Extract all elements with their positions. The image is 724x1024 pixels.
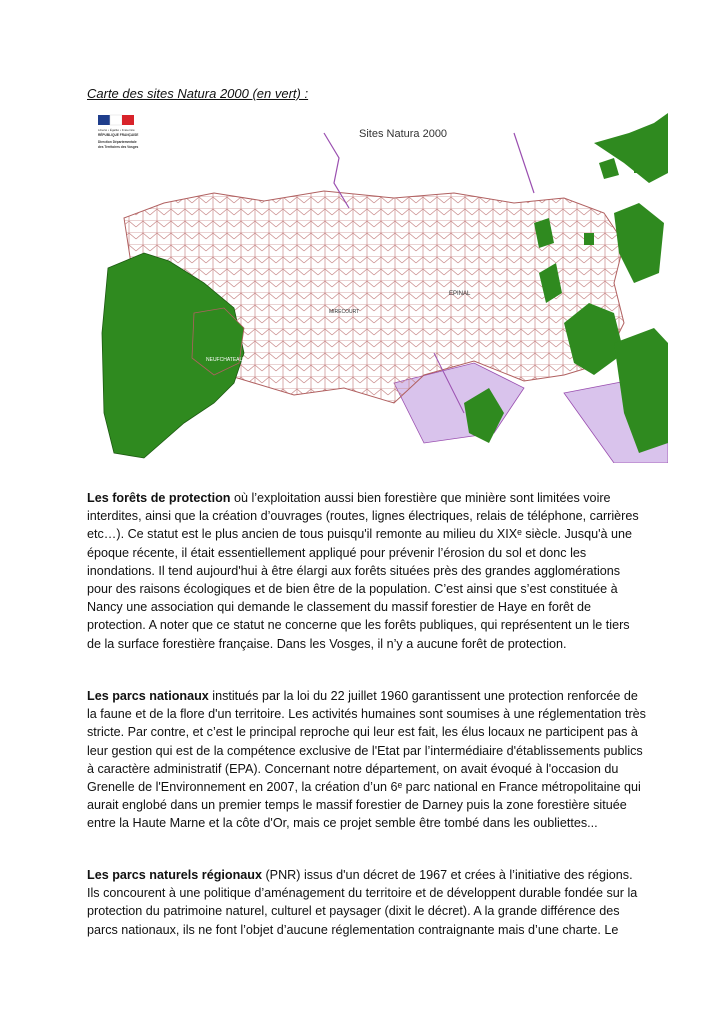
natura-area-small	[599, 158, 619, 179]
natura-area-small	[584, 233, 594, 245]
logo-territoires: des Territoires des Vosges	[98, 145, 139, 149]
town-label: EPINAL	[449, 291, 471, 297]
natura-area-small	[634, 153, 648, 173]
paragraph-parcs-regionaux	[87, 866, 647, 939]
town-label: MIRECOURT	[329, 309, 360, 315]
logo-direction: Direction Départementale	[98, 140, 137, 144]
paragraph-text: où l’exploitation aussi bien forestière que minière sont limitées voire interdites, ainsi que la création d’ouvrages (routes, lignes électriques, relais de téléphone, carrières etc…). Ce statut est le plus ancien de tous puisqu'il remonte au milieu du XIXᵉ siècle. Jusqu'à une époque récente, il était essentiellement appliqué pour prévenir l’érosion du sol et donc les inondations. Il tend aujourd'hui à être élargi aux forêts situées près des grandes agglomérations pour des raisons écologiques et de bien être de la population. C’est ainsi que s’est constituée à Nancy une association qui demande le classement du massif forestier de Haye en forêt de protection. A noter que ce statut ne concerne que les forêts publiques, qui représentent un le tiers de la surface forestière française. Dans les Vosges, il n’y a aucune forêt de protection.	[87, 491, 639, 651]
map-caption: Carte des sites Natura 2000 (en vert) :	[87, 86, 309, 101]
prefecture-logo	[94, 113, 146, 159]
paragraph-heading: Les parcs naturels régionaux	[87, 868, 262, 882]
natura-area-east	[614, 203, 664, 283]
paragraph-heading: Les forêts de protection	[87, 491, 231, 505]
natura-2000-map	[94, 113, 668, 463]
paragraph-text: institués par la loi du 22 juillet 1960 garantissent une protection renforcée de la faune et de la flore d'un territoire. Les activités humaines sont soumises à une réglementation très stricte. Par contre, et c’est le principal reproche qui leur est fait, les élus locaux ne participent pas à leur gestion qui est de la compétence exclusive de l'Etat par l’intermédiaire d'établissements publics à caractère administratif (EPA). Concernant notre département, on avait évoqué à l'occasion du Grenelle de l'Environnement en 2007, la création d’un 6ᵉ parc national en France métropolitaine qui aurait englobé dans un premier temps le massif forestier de Darney puis la zone forestière située entre la Haute Marne et la côte d'Or, mais ce projet semble être tombé dans les oubliettes...	[87, 689, 646, 831]
paragraph-parcs-nationaux	[87, 687, 647, 833]
river-line	[514, 133, 534, 193]
logo-motto: Liberté • Égalité • Fraternité	[98, 128, 135, 132]
paragraph-heading: Les parcs nationaux	[87, 689, 209, 703]
paragraph-forets-protection	[87, 489, 647, 653]
map-title: Sites Natura 2000	[359, 128, 448, 140]
town-label: NEUFCHATEAU	[206, 357, 244, 363]
logo-republic: RÉPUBLIQUE FRANÇAISE	[98, 133, 139, 137]
paragraph-text: (PNR) issus d'un décret de 1967 et crées à l’initiative des régions. Ils concourent à une politique d’aménagement du territoire et de développent durable fondée sur la protection du patrimoine naturel, culturel et paysager (dixit le décret). A la grande différence des parcs nationaux, ils ne font l’objet d’aucune réglementation contraignante mais d’une charte. Le	[87, 868, 638, 937]
